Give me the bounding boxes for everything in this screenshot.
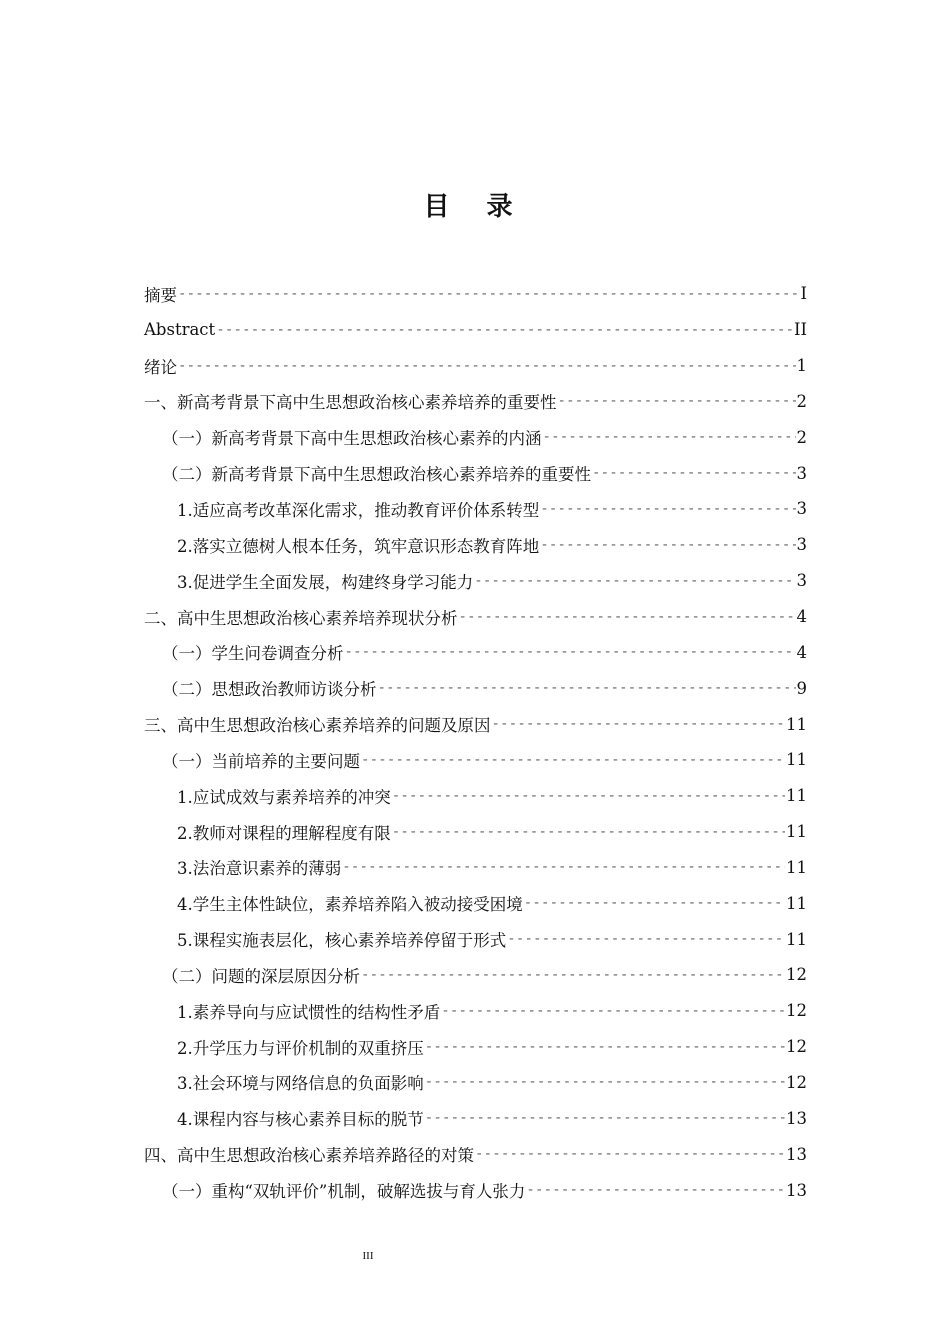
toc-entry-page: 1 [796, 356, 807, 376]
toc-entry[interactable] [144, 455, 807, 491]
toc-entry-label: 4.学生主体性缺位，素养培养陷入被动接受困境 [177, 895, 523, 915]
toc-entry[interactable] [144, 1136, 807, 1172]
toc-entry[interactable] [144, 814, 807, 850]
toc-entry-page: 12 [786, 1072, 807, 1092]
dot-leader [361, 967, 785, 983]
toc-entry[interactable] [144, 527, 807, 563]
toc-entry-page: II [793, 320, 807, 340]
toc-entry[interactable] [144, 384, 807, 420]
toc-entry[interactable] [144, 742, 807, 778]
page-title: 目 录 [423, 192, 527, 222]
toc-entry[interactable] [144, 850, 807, 886]
toc-entry[interactable] [144, 312, 807, 348]
toc-entry[interactable] [144, 670, 807, 706]
toc-entry[interactable] [144, 1029, 807, 1065]
toc-entry-page: 11 [786, 786, 807, 806]
dot-leader [459, 609, 796, 625]
toc-entry-page: 3 [796, 463, 807, 483]
toc-entry-page: 11 [786, 714, 807, 734]
toc-entry-page: 3 [796, 499, 807, 519]
toc-entry-label: 2.升学压力与评价机制的双重挤压 [177, 1038, 424, 1058]
toc-entry-page: 3 [796, 571, 807, 591]
toc-entry-page: 4 [796, 642, 807, 662]
toc-entry-page: 13 [786, 1144, 807, 1164]
dot-leader [492, 716, 786, 732]
dot-leader [526, 1182, 785, 1198]
toc-entry[interactable] [144, 563, 807, 599]
dot-leader [592, 465, 796, 481]
toc-entry-label: 2.落实立德树人根本任务，筑牢意识形态教育阵地 [177, 536, 540, 556]
toc-entry-label: 1.素养导向与应试惯性的结构性矛盾 [177, 1002, 441, 1022]
page-number-footer: III [362, 1250, 374, 1262]
toc-entry-label: （一）当前培养的主要问题 [162, 751, 360, 771]
toc-entry[interactable] [144, 491, 807, 527]
dot-leader [558, 393, 796, 409]
toc-entry[interactable] [144, 921, 807, 957]
dot-leader [216, 322, 793, 338]
dot-leader [378, 680, 796, 696]
toc-entry-label: 3.促进学生全面发展，构建终身学习能力 [177, 572, 474, 592]
toc-entry-label: 3.法治意识素养的薄弱 [177, 859, 342, 879]
toc-entry[interactable] [144, 1172, 807, 1208]
toc-entry-page: 2 [796, 427, 807, 447]
toc-entry-page: 13 [786, 1180, 807, 1200]
toc-entry-label: 5.课程实施表层化，核心素养培养停留于形式 [177, 931, 507, 951]
toc-entry-page: 11 [786, 929, 807, 949]
toc-entry-label: 四、高中生思想政治核心素养培养路径的对策 [144, 1146, 474, 1166]
toc-entry[interactable] [144, 419, 807, 455]
toc-entry-label: 2.教师对课程的理解程度有限 [177, 823, 391, 843]
toc-entry[interactable] [144, 634, 807, 670]
toc-entry-label: 摘要 [144, 285, 177, 305]
toc-entry-label: （二）问题的深层原因分析 [162, 966, 360, 986]
toc-entry-page: 12 [786, 1001, 807, 1021]
toc-entry[interactable] [144, 957, 807, 993]
toc-entry-label: 4.课程内容与核心素养目标的脱节 [177, 1110, 424, 1130]
toc-entry-label: （二）新高考背景下高中生思想政治核心素养培养的重要性 [162, 465, 591, 485]
toc-entry[interactable] [144, 276, 807, 312]
dot-leader [524, 895, 785, 911]
toc-entry-label: 3.社会环境与网络信息的负面影响 [177, 1074, 424, 1094]
toc-entry-page: 11 [786, 822, 807, 842]
toc-entry[interactable] [144, 993, 807, 1029]
toc-entry-label: 绪论 [144, 357, 177, 377]
dot-leader [507, 931, 785, 947]
toc-entry[interactable] [144, 599, 807, 635]
toc-entry-label: （一）重构“双轨评价”机制，破解选拔与育人张力 [162, 1182, 526, 1202]
toc-entry-label: （二）思想政治教师访谈分析 [162, 680, 377, 700]
dot-leader [425, 1110, 785, 1126]
toc-entry-page: 11 [786, 857, 807, 877]
dot-leader [474, 573, 795, 589]
toc-entry-page: 3 [796, 535, 807, 555]
toc-entry-page: 4 [796, 607, 807, 627]
toc-entry-page: 11 [786, 750, 807, 770]
toc-entry-label: 1.应试成效与素养培养的冲突 [177, 787, 391, 807]
toc-entry[interactable] [144, 778, 807, 814]
toc-entry-label: 一、新高考背景下高中生思想政治核心素养培养的重要性 [144, 393, 557, 413]
toc-entry-page: I [800, 284, 807, 304]
toc-entry-label: 三、高中生思想政治核心素养培养的问题及原因 [144, 716, 491, 736]
toc-entry[interactable] [144, 348, 807, 384]
dot-leader [361, 752, 785, 768]
toc-entry[interactable] [144, 1100, 807, 1136]
dot-leader [441, 1003, 785, 1019]
dot-leader [543, 429, 796, 445]
toc-entry-page: 11 [786, 893, 807, 913]
dot-leader [425, 1074, 785, 1090]
dot-leader [392, 788, 785, 804]
dot-leader [425, 1039, 785, 1055]
toc-entry[interactable] [144, 1065, 807, 1101]
dot-leader [475, 1146, 785, 1162]
toc-entry-page: 9 [796, 678, 807, 698]
toc-entry-label: Abstract [144, 320, 216, 340]
dot-leader [540, 501, 795, 517]
dot-leader [178, 286, 799, 302]
dot-leader [178, 358, 796, 374]
toc-entry-label: 二、高中生思想政治核心素养培养现状分析 [144, 608, 458, 628]
dot-leader [345, 644, 796, 660]
dot-leader [342, 859, 785, 875]
toc-entry[interactable] [144, 706, 807, 742]
toc-entry-label: 1.适应高考改革深化需求，推动教育评价体系转型 [177, 500, 540, 520]
toc-entry-page: 2 [796, 391, 807, 411]
toc-entry-page: 12 [786, 1037, 807, 1057]
dot-leader [540, 537, 795, 553]
toc-entry-page: 13 [786, 1108, 807, 1128]
toc-entry-label: （一）学生问卷调查分析 [162, 644, 344, 664]
toc-entry[interactable] [144, 885, 807, 921]
table-of-contents [144, 276, 807, 1208]
toc-entry-label: （一）新高考背景下高中生思想政治核心素养的内涵 [162, 429, 542, 449]
dot-leader [392, 824, 785, 840]
toc-entry-page: 12 [786, 965, 807, 985]
